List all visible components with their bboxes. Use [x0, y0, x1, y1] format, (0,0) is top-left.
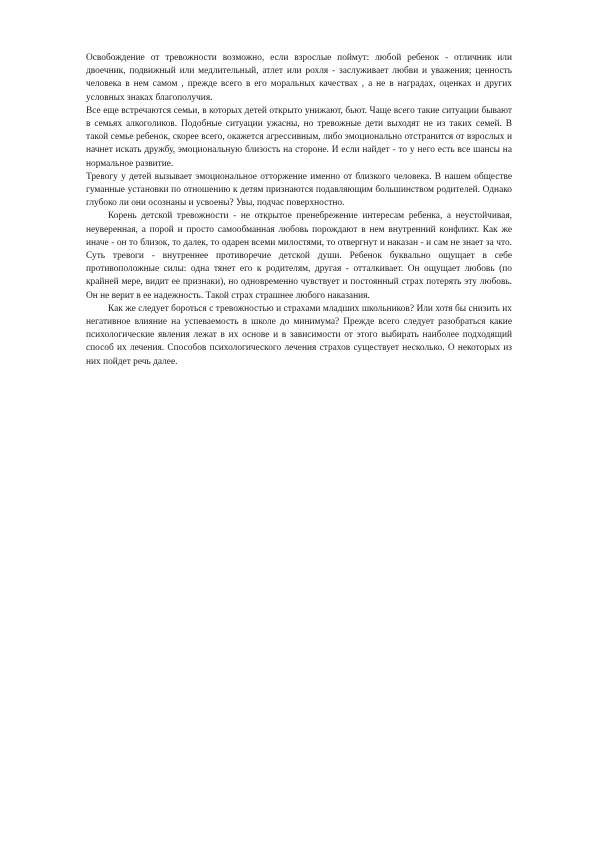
paragraph-2: Все еще встречаются семьи, в которых детей открыто унижают, бьют. Чаще всего такие ситуации бывают в семьях алкоголиков. Подобные ситуации ужасны, но тревожные дети выходят не из таких семей. В такой семье ребенок, скорее всего, окажется агрессивным, либо эмоционально отстранится от взрослых и начнет искать дружбу, эмоциональную близость на стороне. И если найдет - то у него есть все шансы на нормальное развитие. [86, 105, 512, 169]
paragraph-1: Освобождение от тревожности возможно, если взрослые поймут: любой ребенок - отличник или двоечник, подвижный или медлительный, атлет или рохля - заслуживает любви и уважения; ценность человека в нем самом , прежде всего в его моральных качествах , а не в наградах, оценках и других условных знаках благополучия. [86, 53, 512, 103]
paragraph-3: Тревогу у детей вызывает эмоциональное отторжение именно от близкого человека. В нашем обществе гуманные установки по отношению к детям признаются подавляющим большинством родителей. Однако глубоко ли они осознаны и усвоены? Увы, подчас поверхностно. [86, 171, 512, 209]
document-body [86, 52, 512, 369]
paragraph-5: Как же следует бороться с тревожностью и страхами младших школьников? Или хотя бы снизить их негативное влияние на успеваемость в школе до минимума? Прежде всего следует разобраться какие психологические явления лежат в их основе и в зависимости от этого выбирать наиболее подходящий способ их лечения. Способов психологического лечения страхов существует несколько. О некоторых из них пойдет речь далее. [86, 303, 512, 367]
paragraph-4: Корень детской тревожности - не открытое пренебрежение интересам ребенка, а неустойчивая, неуверенная, а порой и просто самообманная любовь порождают в нем внутренний конфликт. Как же иначе - он то близок, то далек, то одарен всеми милостями, то отвергнут и наказан - и сам не знает за что. Суть тревоги - внутреннее противоречие детской души. Ребенок буквально ощущает в себе противоположные силы: одна тянет его к родителям, другая - отталкивает. Он ощущает любовь (по крайней мере, видит ее признаки), но одновременно чувствует и постоянный страх потерять эту любовь. Он не верит в ее надежность. Такой страх страшнее любого наказания. [86, 211, 512, 301]
